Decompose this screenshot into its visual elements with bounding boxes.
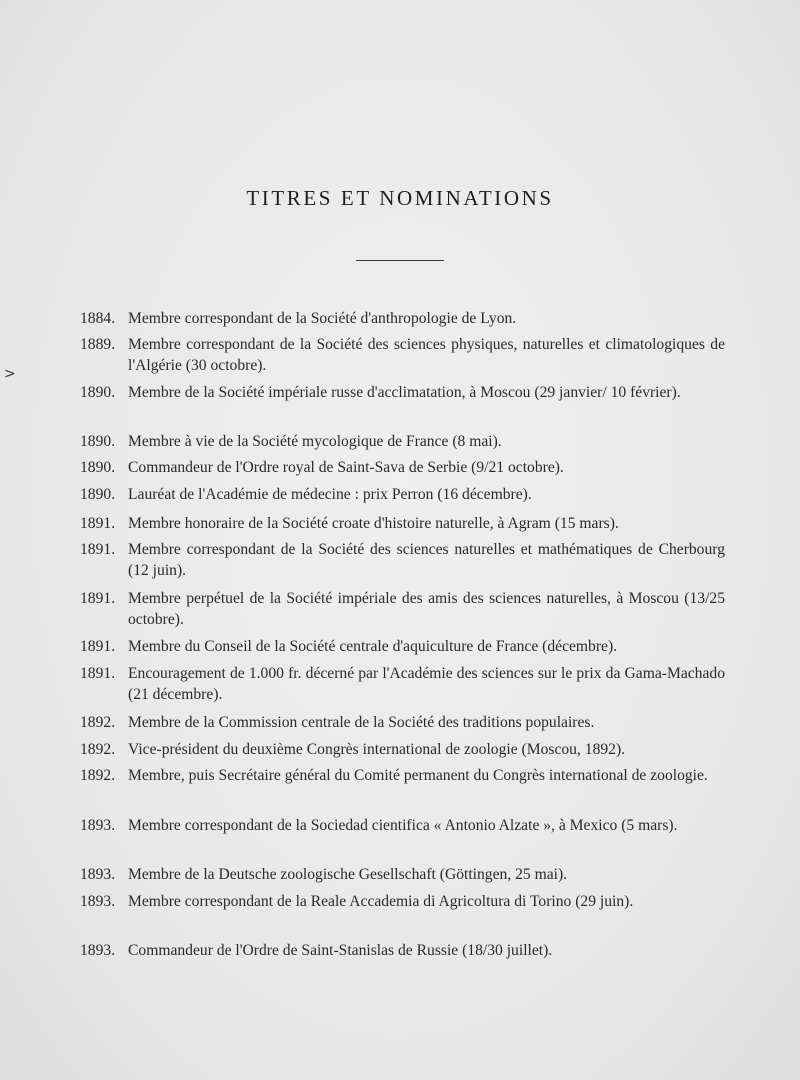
entry-text: Membre de la Commission centrale de la Société des traditions populaires. <box>128 714 595 731</box>
entry-text: Membre, puis Secrétaire général du Comité permanent du Congrès international de zoologie. <box>128 767 708 784</box>
entry-text: Lauréat de l'Académie de médecine : prix Perron (16 décembre). <box>128 486 532 503</box>
entry-year: 1891. <box>80 541 116 558</box>
list-item <box>80 539 725 581</box>
list-item <box>80 891 725 912</box>
entry-text: Membre correspondant de la Société des sciences naturelles et mathématiques de Cherbourg (12 juin). <box>128 541 725 579</box>
list-item <box>80 588 725 630</box>
list-item <box>80 739 725 760</box>
entry-text: Membre correspondant de la Société des sciences physiques, naturelles et climatologiques de l'Algérie (30 octobre). <box>128 336 725 374</box>
entry-year: 1890. <box>80 459 116 476</box>
entry-year: 1893. <box>80 942 116 959</box>
entry-year: 1890. <box>80 384 116 401</box>
list-item <box>80 513 725 534</box>
list-item <box>80 484 725 505</box>
title-divider <box>356 260 444 261</box>
entry-text: Membre correspondant de la Sociedad cientifica « Antonio Alzate », à Mexico (5 mars). <box>128 817 678 834</box>
entry-text: Membre correspondant de la Reale Accademia di Agricoltura di Torino (29 juin). <box>128 893 634 910</box>
entry-year: 1893. <box>80 866 116 883</box>
entry-year: 1891. <box>80 515 116 532</box>
list-item <box>80 431 725 452</box>
list-item <box>80 636 725 657</box>
entry-year: 1891. <box>80 665 116 682</box>
entry-text: Commandeur de l'Ordre royal de Saint-Sava de Serbie (9/21 octobre). <box>128 459 564 476</box>
entry-text: Membre du Conseil de la Société centrale d'aquiculture de France (décembre). <box>128 638 618 655</box>
entry-text: Membre de la Deutsche zoologische Gesellschaft (Göttingen, 25 mai). <box>128 866 568 883</box>
entry-year: 1892. <box>80 767 116 784</box>
entry-year: 1890. <box>80 486 116 503</box>
list-item <box>80 815 725 836</box>
list-item <box>80 382 725 403</box>
list-item <box>80 712 725 733</box>
entry-year: 1893. <box>80 893 116 910</box>
list-item <box>80 940 725 961</box>
list-item <box>80 663 725 705</box>
entry-text: Membre à vie de la Société mycologique de France (8 mai). <box>128 433 502 450</box>
entry-text: Membre perpétuel de la Société impériale des amis des sciences naturelles, à Moscou (13/25 octobre). <box>128 590 725 628</box>
entry-year: 1892. <box>80 714 116 731</box>
list-item <box>80 308 725 329</box>
list-item <box>80 457 725 478</box>
entry-year: 1891. <box>80 638 116 655</box>
entry-year: 1893. <box>80 817 116 834</box>
entry-text: Commandeur de l'Ordre de Saint-Stanislas de Russie (18/30 juillet). <box>128 942 553 959</box>
entry-text: Vice-président du deuxième Congrès international de zoologie (Moscou, 1892). <box>128 741 626 758</box>
entry-text: Membre de la Société impériale russe d'acclimatation, à Moscou (29 janvier/ 10 février). <box>128 384 681 401</box>
page-title: TITRES ET NOMINATIONS <box>246 186 554 210</box>
margin-arrow-mark: > <box>4 366 16 382</box>
entry-text: Membre honoraire de la Société croate d'histoire naturelle, à Agram (15 mars). <box>128 515 619 532</box>
entry-text: Membre correspondant de la Société d'anthropologie de Lyon. <box>128 310 517 327</box>
entry-year: 1892. <box>80 741 116 758</box>
entry-year: 1890. <box>80 433 116 450</box>
entry-text: Encouragement de 1.000 fr. décerné par l'Académie des sciences sur le prix da Gama-Machado (21 décembre). <box>128 665 725 703</box>
list-item <box>80 864 725 885</box>
list-item <box>80 334 725 376</box>
entry-year: 1891. <box>80 590 116 607</box>
list-item <box>80 765 725 786</box>
entry-year: 1884. <box>80 310 116 327</box>
entry-year: 1889. <box>80 336 116 353</box>
